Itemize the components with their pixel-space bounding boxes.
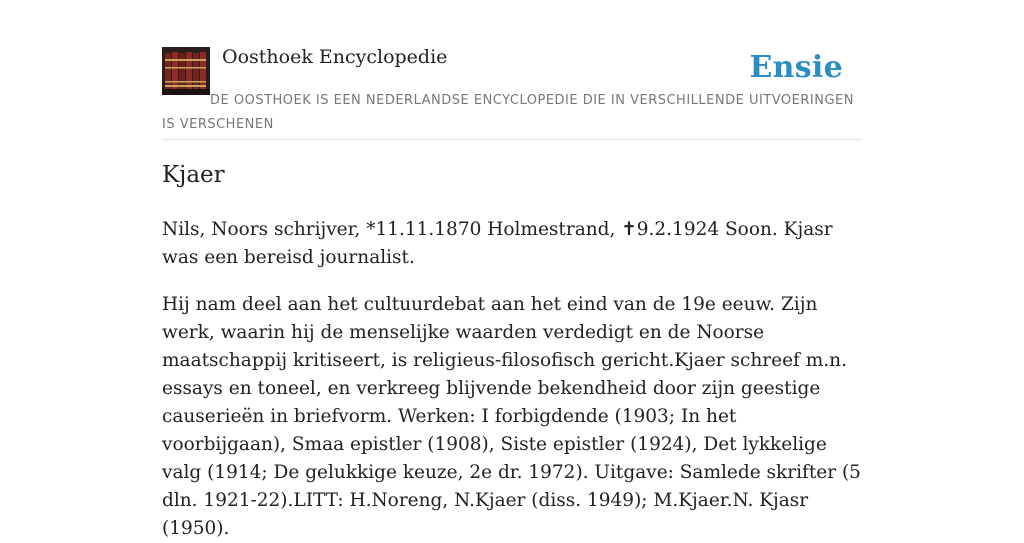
source-header [162,0,862,140]
source-tagline: DE OOSTHOEK IS EEN NEDERLANDSE ENCYCLOPEDIE DIE IN VERSCHILLENDE UITVOERINGEN IS VERSCHENEN [162,93,854,132]
source-avatar[interactable] [162,47,210,95]
source-name[interactable]: Oosthoek Encyclopedie [222,46,448,68]
article-title: Kjaer [162,162,225,188]
page-container [162,0,862,539]
encyclopedia-books-icon [162,47,210,95]
article-paragraph: Nils, Noors schrijver, *11.11.1870 Holmestrand, ✝9.2.1924 Soon. Kjasr was een bereisd journalist. [162,219,833,268]
ensie-logo[interactable]: Ensie [749,50,843,85]
article-paragraph: Hij nam deel aan het cultuurdebat aan het eind van de 19e eeuw. Zijn werk, waarin hij de menselijke waarden verdedigt en de Noorse maatschappij kritiseert, is religieus-filosofisch gericht.Kjaer schreef m.n. essays en toneel, en verkreeg blijvende bekendheid door zijn geestige causerieën in briefvorm. Werken: I forbigdende (1903; In het voorbijgaan), Smaa epistler (1908), Siste epistler (1924), Det lykkelige valg (1914; De gelukkige keuze, 2e dr. 1972). Uitgave: Samlede skrifter (5 dln. 1921-22).LITT: H.Noreng, N.Kjaer (diss. 1949); M.Kjaer.N. Kjasr (1950). [162,294,861,539]
